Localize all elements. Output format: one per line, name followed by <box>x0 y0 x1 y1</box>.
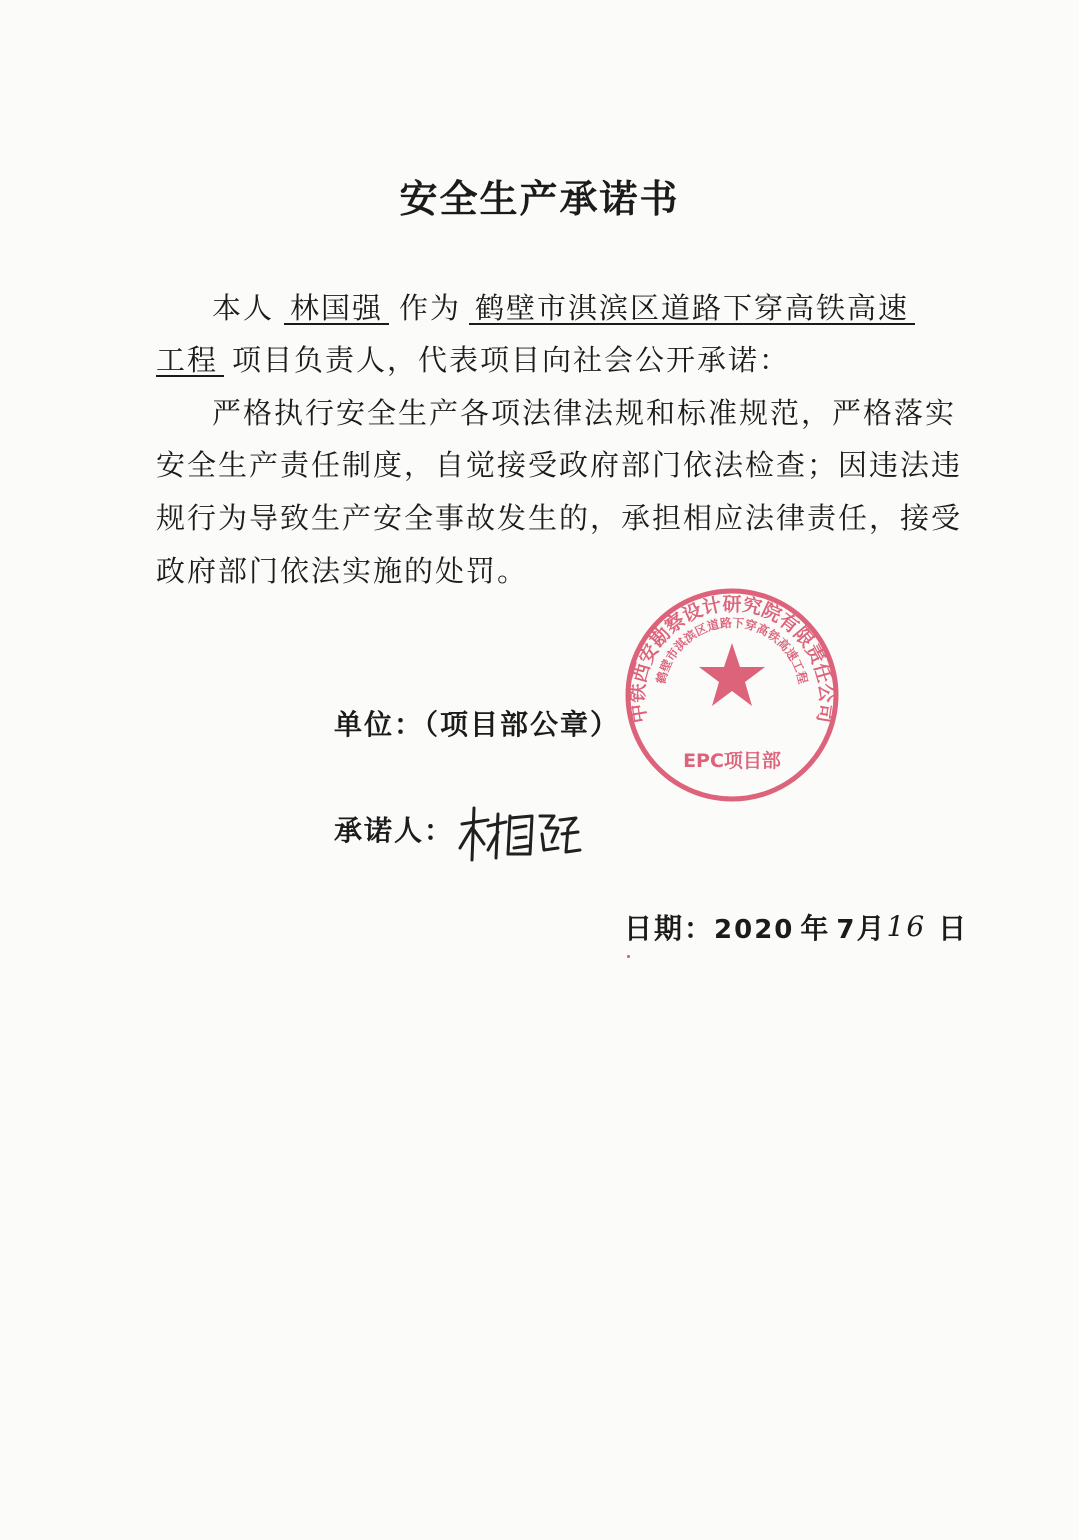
date-year: 2020 <box>714 915 795 945</box>
promisor-label: 承诺人： <box>334 814 455 847</box>
date-day: 16 <box>886 910 927 943</box>
date-day-unit: 日 <box>938 912 969 945</box>
date-month-unit: 月 <box>856 912 887 945</box>
seal-outer-text: 中铁西安勘察设计研究院有限责任公司 <box>626 593 838 725</box>
project-name-part2: 工程 <box>156 345 224 377</box>
date-line <box>624 907 968 947</box>
handwritten-signature <box>454 804 584 866</box>
body-line-2 <box>156 338 790 379</box>
seal-inner-text: 鹤壁市淇滨区道路下穿高铁高速工程 <box>653 615 811 686</box>
commitment-line-2: 安全生产责任制度，自觉接受政府部门依法检查；因违法违 <box>156 448 963 482</box>
date-label: 日期： <box>624 912 715 945</box>
project-name-part1: 鹤壁市淇滨区道路下穿高铁高速 <box>469 293 915 325</box>
line1-prefix: 本人 <box>212 291 275 325</box>
commitment-line-4: 政府部门依法实施的处罚。 <box>156 554 529 588</box>
line1-middle: 作为 <box>399 291 462 325</box>
person-name: 林国强 <box>284 293 389 325</box>
unit-label: 单位：（项目部公章） <box>334 708 621 741</box>
document-title: 安全生产承诺书 <box>399 177 680 221</box>
seal-star-icon <box>699 643 765 706</box>
commitment-line-1: 严格执行安全生产各项法律法规和标准规范，严格落实 <box>212 396 957 430</box>
project-seal-stamp <box>622 585 842 805</box>
date-month: 7 <box>836 915 857 945</box>
commitment-line-3: 规行为导致生产安全事故发生的，承担相应法律责任，接受 <box>156 501 963 535</box>
date-year-unit: 年 <box>800 912 831 945</box>
scan-speck <box>627 955 630 958</box>
line2-suffix: 项目负责人，代表项目向社会公开承诺： <box>232 343 791 377</box>
body-line-1 <box>212 286 915 327</box>
seal-bottom-text: EPC项目部 <box>683 750 781 772</box>
